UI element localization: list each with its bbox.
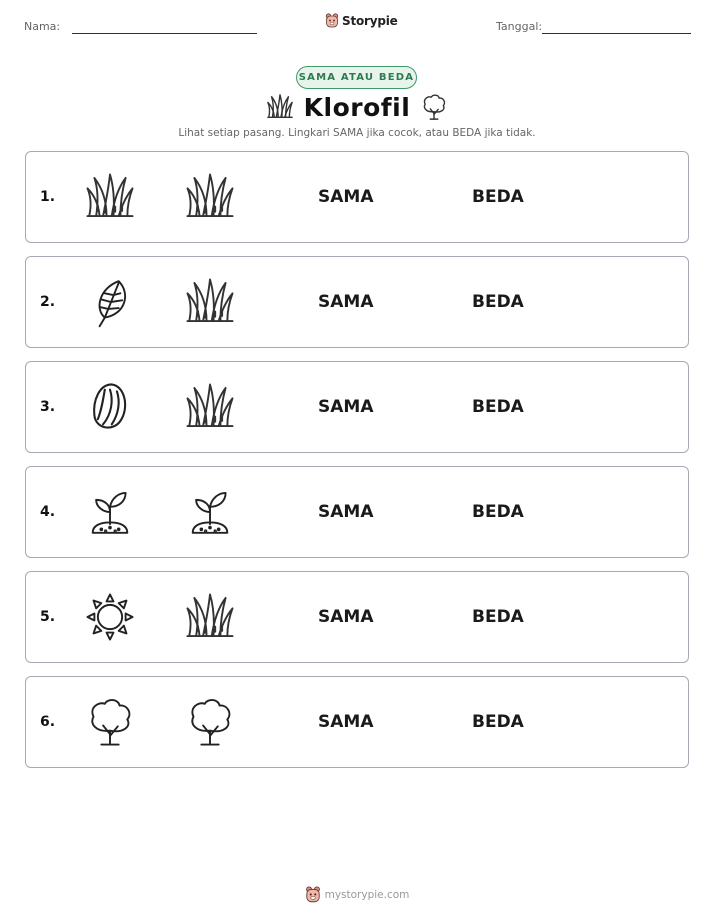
choice-same[interactable]: SAMA — [318, 502, 374, 522]
exercise-row — [25, 676, 689, 768]
instructions: Lihat setiap pasang. Lingkari SAMA jika cocok, atau BEDA jika tidak. — [178, 127, 536, 139]
choice-different[interactable]: BEDA — [472, 397, 524, 417]
tree-icon — [84, 696, 136, 748]
bear-mascot-icon — [325, 13, 339, 29]
tree-icon — [184, 696, 236, 748]
sun-icon — [84, 591, 136, 643]
footer-url[interactable]: mystorypie.com — [324, 889, 410, 901]
row-number: 6. — [40, 714, 56, 730]
tree-icon — [420, 93, 448, 121]
name-label: Nama: — [24, 20, 61, 33]
title-row — [0, 91, 714, 123]
row-number: 3. — [40, 399, 56, 415]
sprout-icon — [84, 486, 136, 538]
grass-icon — [184, 381, 236, 433]
choice-different[interactable]: BEDA — [472, 187, 524, 207]
exercise-row — [25, 361, 689, 453]
exercise-row — [25, 151, 689, 243]
sprout-icon — [184, 486, 236, 538]
row-number: 2. — [40, 294, 56, 310]
choice-same[interactable]: SAMA — [318, 397, 374, 417]
choice-different[interactable]: BEDA — [472, 607, 524, 627]
name-field-line[interactable] — [72, 33, 257, 34]
choice-same[interactable]: SAMA — [318, 607, 374, 627]
choice-different[interactable]: BEDA — [472, 292, 524, 312]
date-label: Tanggal: — [496, 20, 543, 33]
row-number: 4. — [40, 504, 56, 520]
choice-same[interactable]: SAMA — [318, 292, 374, 312]
row-number: 1. — [40, 189, 56, 205]
choice-same[interactable]: SAMA — [318, 187, 374, 207]
brand-logo — [325, 13, 398, 29]
date-field-line[interactable] — [542, 33, 691, 34]
choice-different[interactable]: BEDA — [472, 502, 524, 522]
grass-icon — [84, 171, 136, 223]
grass-icon — [266, 93, 294, 121]
grass-icon — [184, 591, 236, 643]
exercise-row — [25, 571, 689, 663]
leaf-icon — [84, 276, 136, 328]
exercise-row — [25, 256, 689, 348]
footer — [0, 886, 714, 904]
exercise-row — [25, 466, 689, 558]
activity-badge: SAMA ATAU BEDA — [296, 66, 417, 89]
grass-icon — [184, 171, 236, 223]
page-title: Klorofil — [303, 92, 411, 122]
grass-icon — [184, 276, 236, 328]
row-number: 5. — [40, 609, 56, 625]
brand-name: Storypie — [342, 14, 398, 28]
bear-mascot-icon — [305, 886, 321, 904]
seed-icon — [84, 381, 136, 433]
choice-same[interactable]: SAMA — [318, 712, 374, 732]
choice-different[interactable]: BEDA — [472, 712, 524, 732]
